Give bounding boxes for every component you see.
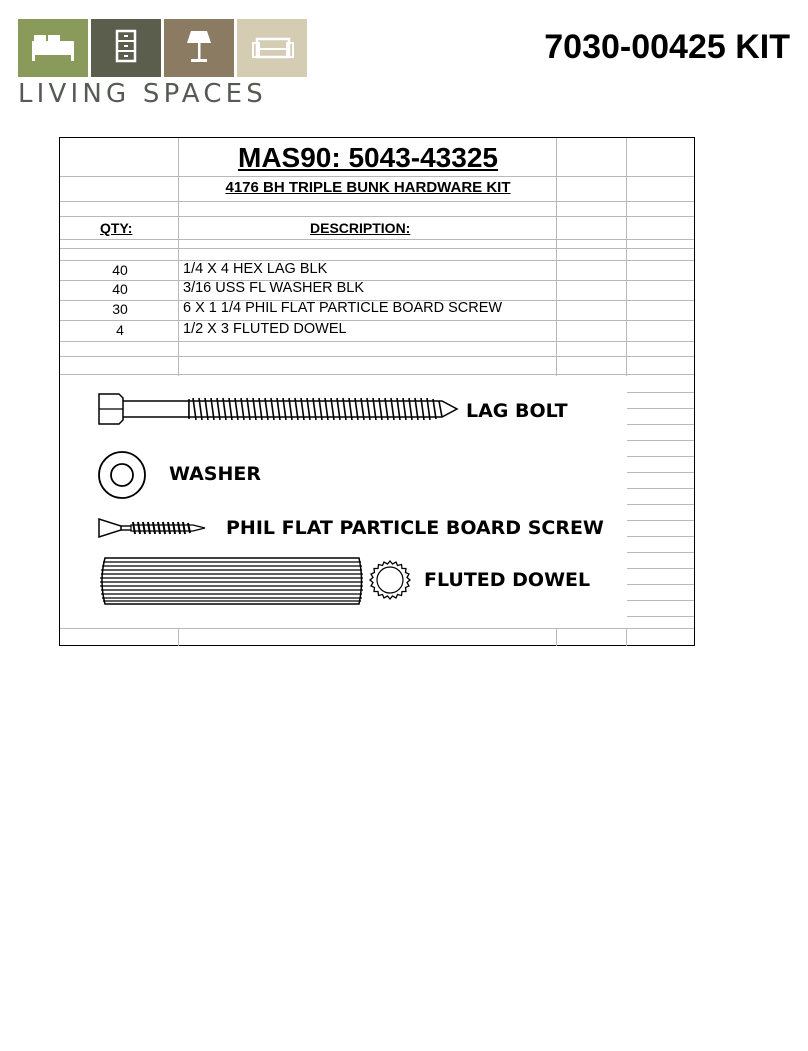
- sheet-subtitle: 4176 BH TRIPLE BUNK HARDWARE KIT: [225, 179, 511, 196]
- living-spaces-logo: [18, 19, 308, 109]
- item-description: 1/4 X 4 HEX LAG BLK: [183, 261, 328, 277]
- item-qty: 40: [112, 281, 128, 297]
- lag-bolt-label: LAG BOLT: [466, 400, 568, 422]
- item-description: 6 X 1 1/4 PHIL FLAT PARTICLE BOARD SCREW: [183, 300, 503, 316]
- brand-name: LIVING SPACES: [18, 79, 268, 109]
- qty-header: QTY:: [100, 220, 133, 236]
- washer-icon: [96, 449, 148, 501]
- sheet-title: MAS90: 5043-43325: [238, 142, 498, 173]
- hardware-sheet: [59, 137, 695, 646]
- bed-icon: [18, 19, 88, 77]
- item-qty: 4: [116, 322, 124, 338]
- kit-number: 7030-00425 KIT: [544, 28, 790, 66]
- lamp-icon: [164, 19, 234, 77]
- dowel-label: FLUTED DOWEL: [424, 569, 591, 591]
- screw-icon: [97, 516, 209, 540]
- item-description: 1/2 X 3 FLUTED DOWEL: [183, 321, 347, 337]
- description-header: DESCRIPTION:: [310, 220, 411, 236]
- dresser-icon: [91, 19, 161, 77]
- dowel-end-icon: [368, 559, 412, 603]
- lag-bolt-icon: [97, 390, 459, 428]
- sofa-icon: [237, 19, 307, 77]
- screw-label: PHIL FLAT PARTICLE BOARD SCREW: [226, 517, 604, 539]
- hardware-illustrations: [61, 376, 627, 628]
- washer-label: WASHER: [169, 463, 262, 485]
- item-qty: 40: [112, 262, 128, 278]
- item-qty: 30: [112, 301, 128, 317]
- fluted-dowel-icon: [97, 556, 365, 606]
- item-description: 3/16 USS FL WASHER BLK: [183, 280, 365, 296]
